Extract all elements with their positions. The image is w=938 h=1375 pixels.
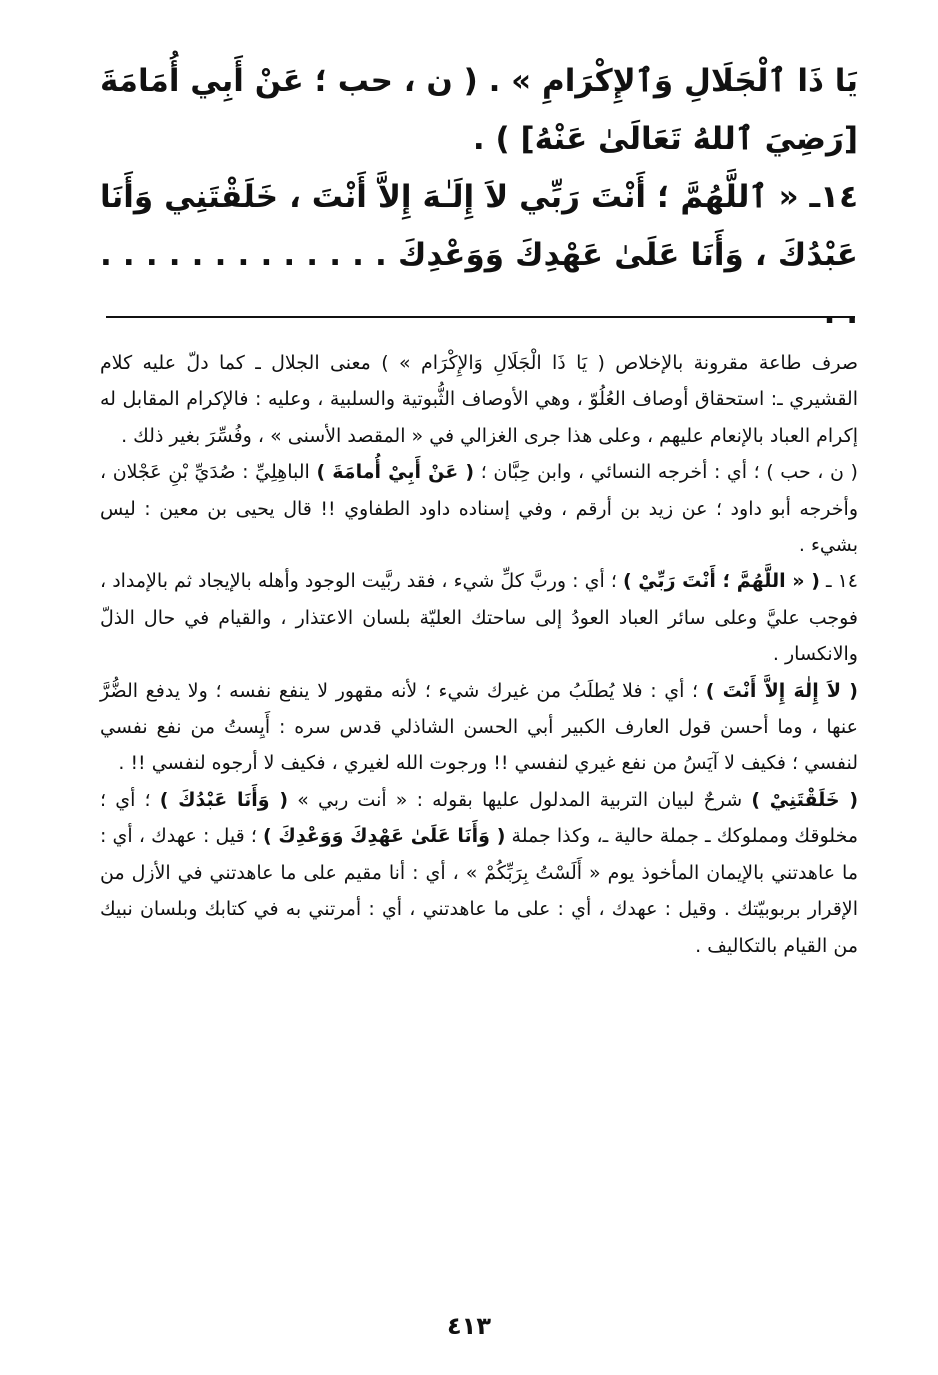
commentary-text: ( ن ، حب ) ؛ أي : أخرجه النسائي ، وابن حِبَّان ؛ — [480, 461, 858, 484]
main-text — [100, 52, 858, 342]
commentary-text: ؛ أي ؛ مخلوقك ومملوكك ـ جملة حالية ـ، وكذا جملة — [100, 788, 859, 848]
commentary-quote: ( وَأَنَا عَبْدُكَ ) — [159, 788, 289, 811]
commentary-text: شرحٌ لبيان التربية المدلول عليها بقوله : « أنت ربي » — [297, 788, 743, 811]
commentary-text: ؛ أي : وربَّ كلِّ شيء ، فقد ربَّيت الوجود وأهله بالإيجاد ثم بالإمداد ، فوجب عليَّ وعلى سائر العباد العودُ إلى ساحتك العليّة بلسان الاعتذار ، والقيام في حال الذلّ والانكسار . — [100, 570, 858, 666]
text-commentary-divider — [106, 316, 855, 318]
commentary-quote: ( وَأَنَا عَلَىٰ عَهْدِكَ وَوَعْدِكَ ) — [263, 825, 506, 848]
commentary-paragraph-2 — [100, 454, 858, 563]
commentary-quote: ( لاَ إِلٰهَ إِلاَّ أَنْتَ ) — [705, 679, 858, 702]
commentary-text: ١٤ ـ — [825, 570, 858, 593]
commentary-paragraph-3 — [100, 563, 858, 672]
commentary-paragraph-4 — [100, 673, 858, 782]
commentary — [100, 345, 858, 964]
commentary-text: ؛ قيل : عهدك ، أي : ما عاهدتني بالإيمان المأخوذ يوم « أَلَسْتُ بِرَبِّكُمْ » ، أي : أنا مقيم على ما عاهدتني في الأزل من الإقرار بربوبيّتك . وقيل : عهدك ، أي : على ما عاهدتني ، أي : أمرتني به في كتابك وبلسان نبيك من القيام بالتكاليف . — [100, 825, 858, 957]
main-text-paragraph-1: يَا ذَا ٱلْجَلَالِ وَٱلإِكْرَامِ » . ( ن ، حب ؛ عَنْ أَبِي أُمَامَةَ [رَضِيَ ٱللهُ تَعَالَىٰ عَنْهُ] ) . — [100, 63, 858, 157]
commentary-text: الباهِلِيِّ : صُدَيِّ بْنِ عَجْلان ، وأخرجه أبو داود ؛ عن زيد بن أرقم ، وفي إسناده داود الطفاوي !! قال يحيى بن معين : ليس بشيء . — [100, 461, 858, 557]
page-number: ٤١٣ — [447, 1312, 491, 1340]
main-text-paragraph-2: ١٤ـ « ٱللَّهُمَّ ؛ أَنْتَ رَبِّي لاَ إِلَـٰهَ إِلاَّ أَنْتَ ، خَلَقْتَنِي وَأَنَا عَبْدُكَ ، وَأَنَا عَلَىٰ عَهْدِكَ وَوَعْدِكَ . . . . . . . . . . . . . . . — [100, 179, 858, 331]
commentary-quote: ( خَلَقْتَنِيْ ) — [751, 788, 859, 811]
commentary-quote: ( عَنْ أَبِيْ أُمامَةَ ) — [316, 461, 475, 484]
commentary-paragraph-5 — [100, 782, 858, 964]
commentary-text: ؛ أي : فلا يُطلَبُ من غيرك شيء ؛ لأنه مقهور لا ينفع نفسه ؛ ولا يدفع الضُّرَّ عنها ، وما أحسن قول العارف الكبير أبي الحسن الشاذلي قدس سره : أَيِستُ من نفع نفسي لنفسي ؛ فكيف لا آيَسُ من نفع غيري لنفسي !! ورجوت الله لغيري ، فكيف لا أرجوه لنفسي !! . — [100, 679, 858, 775]
commentary-paragraph-1: صرف طاعة مقرونة بالإخلاص ( يَا ذَا الْجَلَالِ وَالإِكْرَام » ) معنى الجلال ـ كما دلّ عليه كلام القشيري ـ: استحقاق أوصاف العُلُوّ ، وهي الأوصاف الثُّبوتية والسلبية ، وعليه : فالإكرام المقابل له إكرام العباد بالإنعام عليهم ، وعلى هذا جرى الغزالي في « المقصد الأسنى » ، وفُسِّرَ بغير ذلك . — [100, 352, 858, 447]
commentary-quote: ( « اللَّهُمَّ ؛ أَنْتَ رَبِّيْ ) — [622, 570, 820, 593]
